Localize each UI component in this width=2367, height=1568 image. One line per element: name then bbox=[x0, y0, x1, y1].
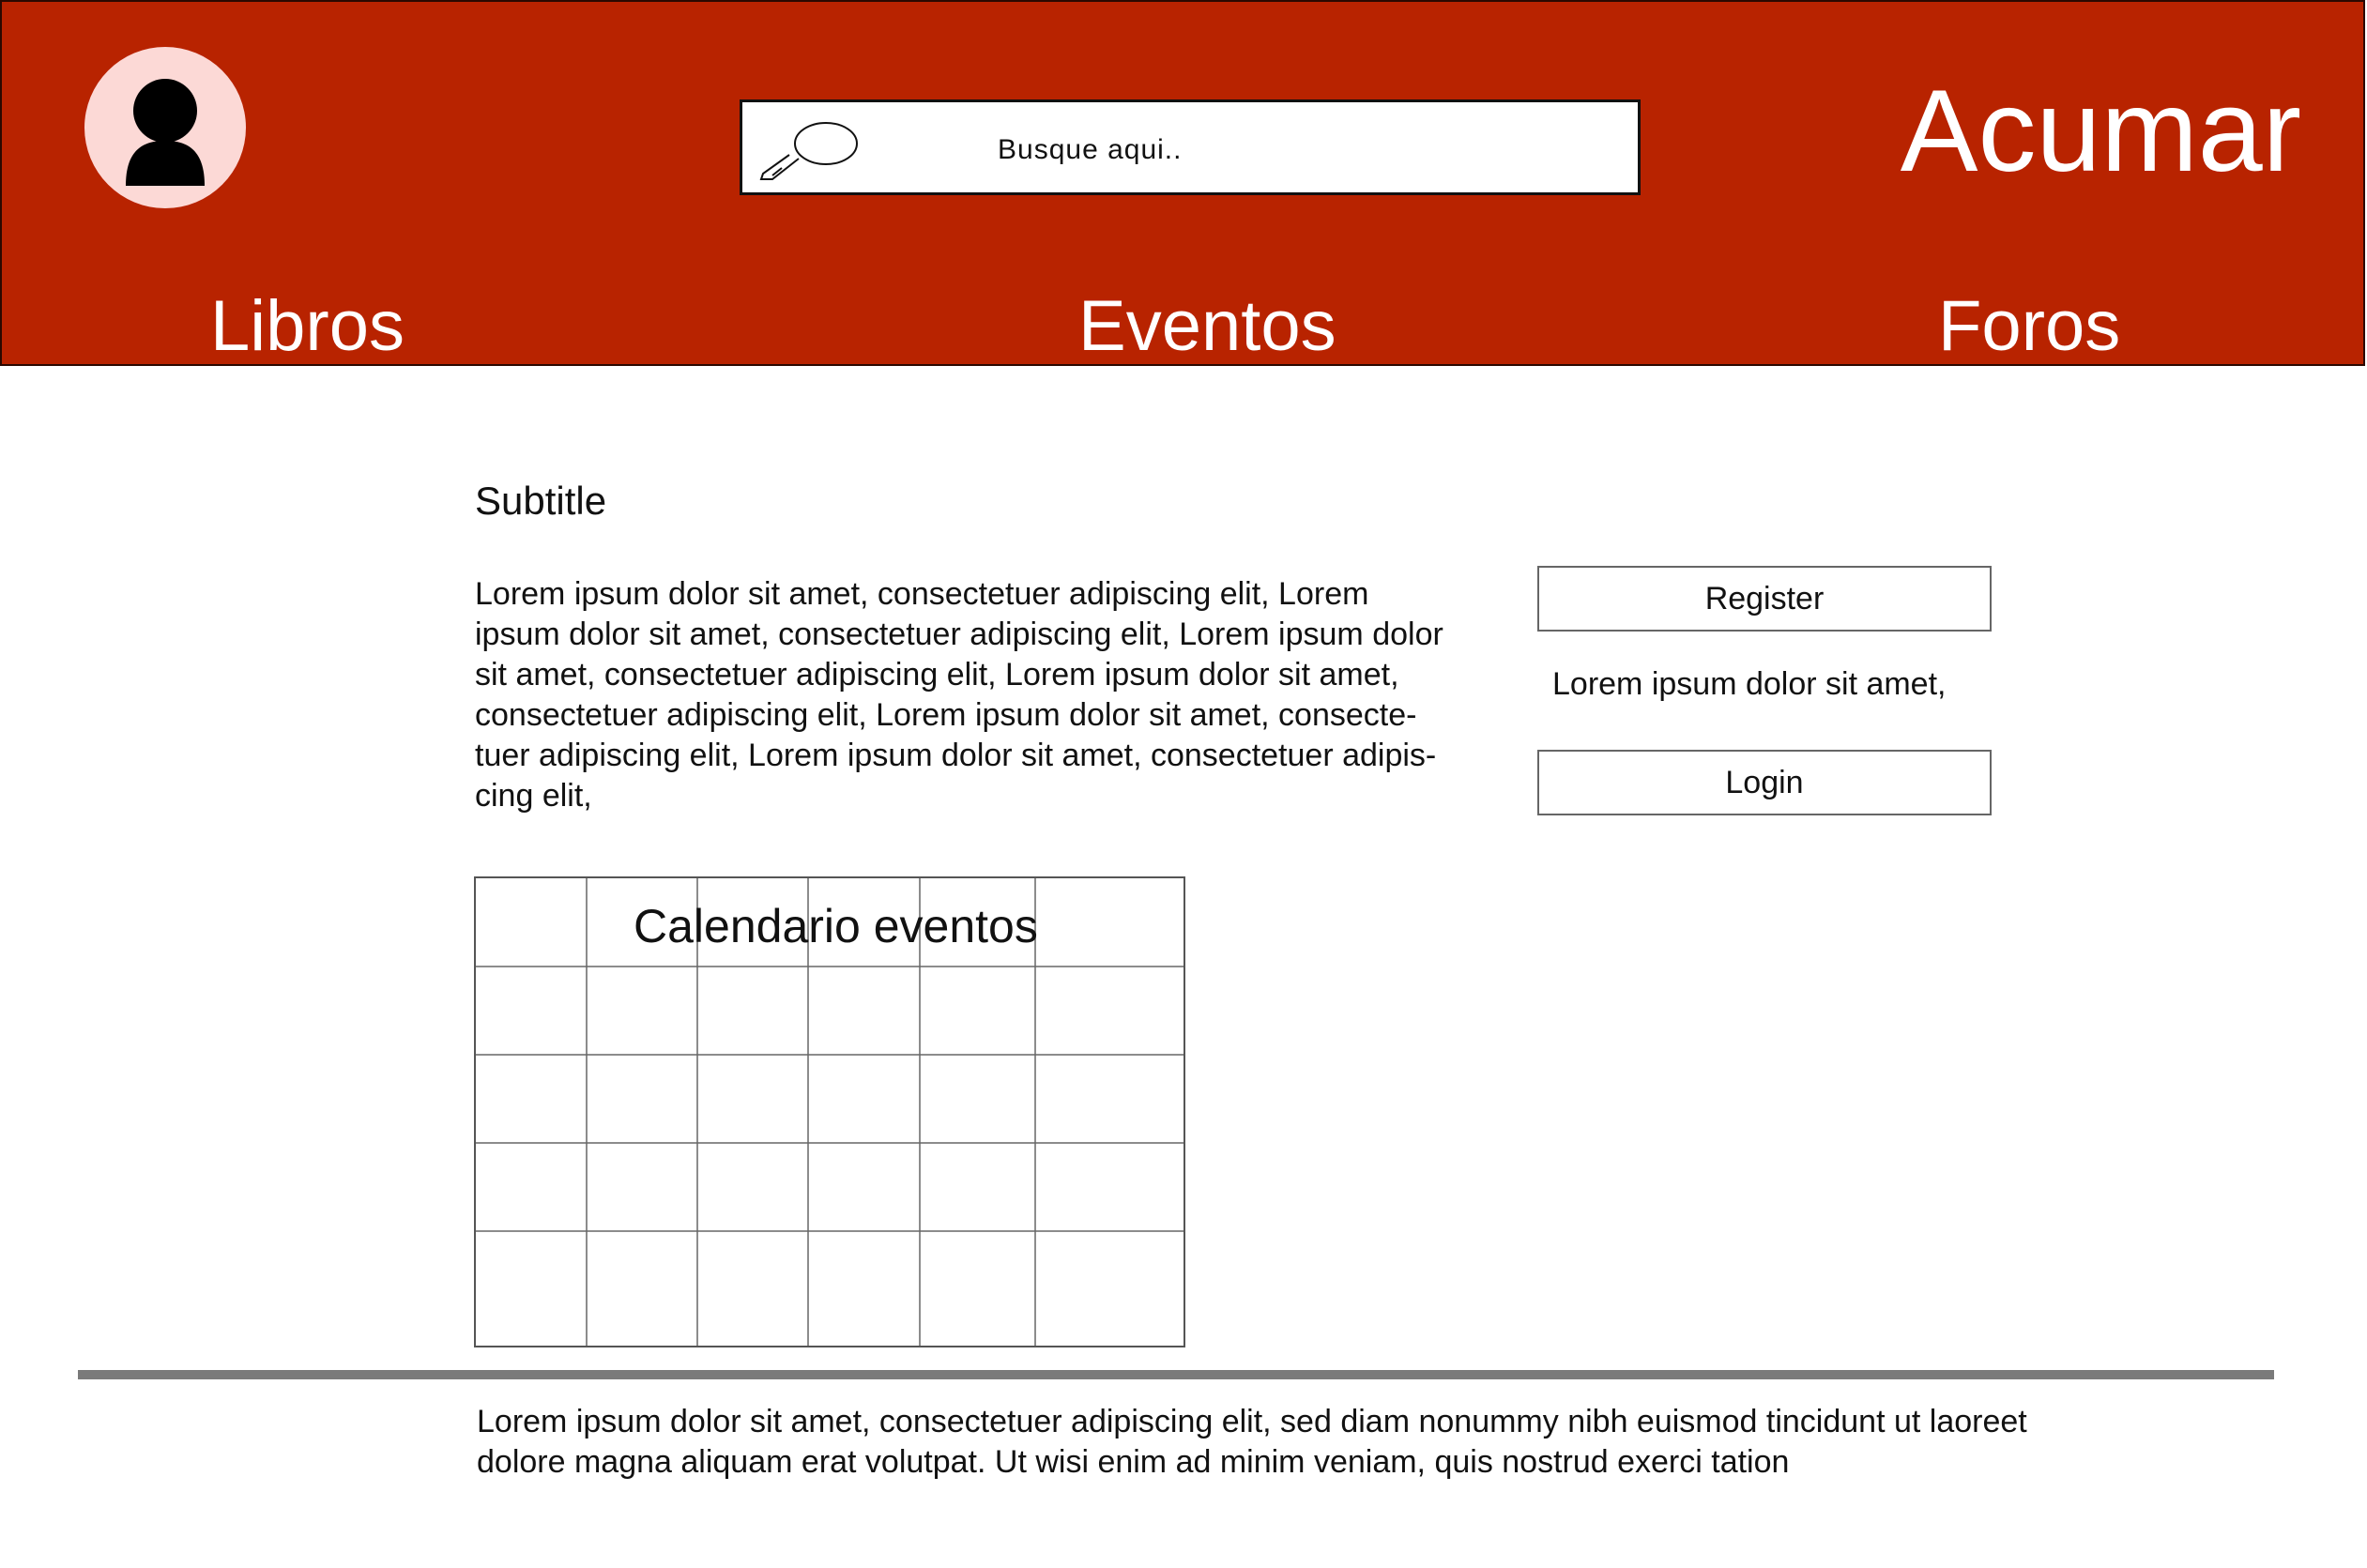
search-icon[interactable] bbox=[756, 117, 859, 193]
calendar-title: Calendario eventos bbox=[634, 900, 1038, 952]
intro-paragraph: Lorem ipsum dolor sit amet, consectetuer adipiscing elit, Lorem ipsum dolor sit amet, consectetuer adipiscing elit, Lorem ipsum dolor sit amet, consectetuer adipiscing elit, Lorem ipsum dolor sit amet, consectetuer adipiscing elit, Lorem ipsum dolor sit amet, consecte-tuer adipiscing elit, Lorem ipsum dolor sit amet, consectetuer adipis-cing elit, bbox=[475, 576, 1443, 814]
search-placeholder[interactable]: Busque aqui.. bbox=[998, 134, 1183, 165]
nav-item-foros[interactable]: Foros bbox=[1938, 286, 2121, 366]
sidebar-text: Lorem ipsum dolor sit amet, bbox=[1552, 666, 1947, 702]
site-header bbox=[0, 0, 2365, 366]
footer-text: Lorem ipsum dolor sit amet, consectetuer adipiscing elit, sed diam nonummy nibh euismod tincidunt ut laoreet dolore magna aliquam erat volutpat. Ut wisi enim ad minim veniam, quis nostrud exerci tation bbox=[477, 1404, 2027, 1480]
page-subtitle: Subtitle bbox=[475, 479, 607, 523]
brand-title: Acumar bbox=[1900, 67, 2301, 196]
register-button[interactable]: Register bbox=[1537, 566, 1992, 632]
events-calendar[interactable] bbox=[474, 876, 1185, 1347]
login-button[interactable]: Login bbox=[1537, 750, 1992, 815]
nav-item-eventos[interactable]: Eventos bbox=[1078, 286, 1336, 366]
search-box[interactable] bbox=[740, 99, 1641, 195]
nav-item-libros[interactable]: Libros bbox=[210, 286, 405, 366]
user-avatar-icon[interactable] bbox=[84, 47, 246, 208]
footer-divider bbox=[78, 1370, 2274, 1379]
